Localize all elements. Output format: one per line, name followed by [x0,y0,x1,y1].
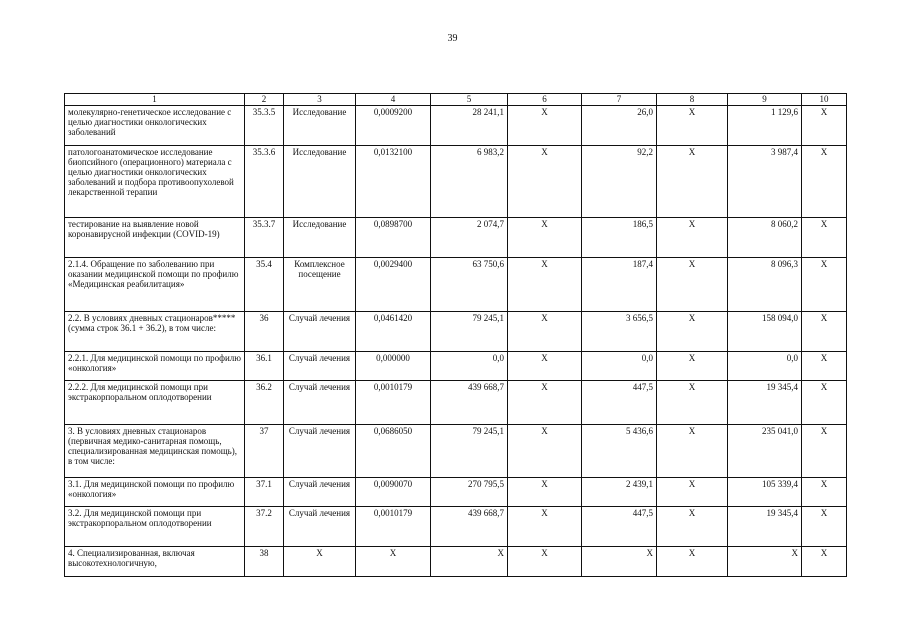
row-x-6: X [508,146,582,218]
row-x-6: X [508,547,582,577]
row-value-7: 0,0 [582,352,657,381]
table-row [65,106,847,146]
row-code: 37.2 [245,507,284,547]
row-value-7: 92,2 [582,146,657,218]
row-description: 3. В условиях дневных стационаров (первичная медико-санитарная помощь, специализированная медицинская помощь), в том числе: [65,425,245,478]
row-x-8: X [657,381,728,425]
row-norm: 0,0898700 [356,218,431,258]
row-value-7: X [582,547,657,577]
row-norm: 0,0461420 [356,312,431,352]
row-norm: 0,0090070 [356,478,431,507]
row-norm: 0,0029400 [356,258,431,312]
row-x-10: X [802,106,847,146]
row-x-8: X [657,258,728,312]
column-header: 5 [431,94,508,106]
row-norm: 0,0686050 [356,425,431,478]
row-unit: Случай лечения [284,478,356,507]
column-header: 1 [65,94,245,106]
table-row [65,425,847,478]
row-value-9: 3 987,4 [728,146,802,218]
table-row [65,478,847,507]
row-cost: 439 668,7 [431,381,508,425]
row-value-7: 447,5 [582,507,657,547]
row-description: 2.2. В условиях дневных стационаров***** (сумма строк 36.1 + 36.2), в том числе: [65,312,245,352]
row-unit: X [284,547,356,577]
row-norm: X [356,547,431,577]
row-unit: Случай лечения [284,507,356,547]
row-description: тестирование на выявление новой коронавирусной инфекции (COVID-19) [65,218,245,258]
row-value-9: 19 345,4 [728,507,802,547]
row-code: 36.1 [245,352,284,381]
row-unit: Случай лечения [284,312,356,352]
column-header: 9 [728,94,802,106]
row-cost: 79 245,1 [431,425,508,478]
table-row [65,547,847,577]
row-value-9: 105 339,4 [728,478,802,507]
row-cost: 0,0 [431,352,508,381]
row-x-8: X [657,312,728,352]
row-cost: X [431,547,508,577]
column-header: 3 [284,94,356,106]
row-x-8: X [657,478,728,507]
table-row [65,352,847,381]
row-x-6: X [508,381,582,425]
row-cost: 2 074,7 [431,218,508,258]
row-x-8: X [657,218,728,258]
row-code: 35.3.7 [245,218,284,258]
row-cost: 270 795,5 [431,478,508,507]
row-description: 4. Специализированная, включая высокотехнологичную, [65,547,245,577]
row-x-8: X [657,507,728,547]
row-value-7: 186,5 [582,218,657,258]
row-value-7: 447,5 [582,381,657,425]
row-cost: 79 245,1 [431,312,508,352]
row-norm: 0,0009200 [356,106,431,146]
row-description: 2.2.1. Для медицинской помощи по профилю «онкология» [65,352,245,381]
row-x-8: X [657,352,728,381]
row-x-6: X [508,425,582,478]
row-x-6: X [508,507,582,547]
row-norm: 0,000000 [356,352,431,381]
row-unit: Исследование [284,146,356,218]
column-header: 8 [657,94,728,106]
row-x-6: X [508,218,582,258]
row-x-10: X [802,146,847,218]
table-row [65,507,847,547]
row-x-8: X [657,425,728,478]
row-norm: 0,0010179 [356,381,431,425]
page-number: 39 [447,33,458,44]
table-row [65,218,847,258]
row-x-10: X [802,312,847,352]
row-value-9: 8 060,2 [728,218,802,258]
row-value-9: 235 041,0 [728,425,802,478]
row-value-7: 5 436,6 [582,425,657,478]
row-description: 3.2. Для медицинской помощи при экстракорпоральном оплодотворении [65,507,245,547]
row-code: 36.2 [245,381,284,425]
row-norm: 0,0132100 [356,146,431,218]
column-header: 6 [508,94,582,106]
row-unit: Исследование [284,218,356,258]
table-row [65,381,847,425]
row-x-6: X [508,352,582,381]
row-unit: Случай лечения [284,381,356,425]
row-x-10: X [802,425,847,478]
row-x-10: X [802,547,847,577]
row-x-10: X [802,381,847,425]
row-x-10: X [802,258,847,312]
row-value-9: 158 094,0 [728,312,802,352]
row-value-9: 19 345,4 [728,381,802,425]
row-x-6: X [508,106,582,146]
row-description: патологоанатомическое исследование биопсийного (операционного) материала с целью диагностики онкологических заболеваний и подбора противоопухолевой лекарственной терапии [65,146,245,218]
row-unit: Комплексное посещение [284,258,356,312]
row-code: 35.3.6 [245,146,284,218]
column-header: 7 [582,94,657,106]
row-code: 37 [245,425,284,478]
row-code: 35.3.5 [245,106,284,146]
row-code: 37.1 [245,478,284,507]
row-unit: Случай лечения [284,352,356,381]
row-x-8: X [657,106,728,146]
row-value-7: 2 439,1 [582,478,657,507]
row-cost: 28 241,1 [431,106,508,146]
column-header: 4 [356,94,431,106]
row-cost: 439 668,7 [431,507,508,547]
row-norm: 0,0010179 [356,507,431,547]
row-description: 3.1. Для медицинской помощи по профилю «онкология» [65,478,245,507]
row-code: 38 [245,547,284,577]
row-value-7: 26,0 [582,106,657,146]
table-row [65,146,847,218]
column-header: 10 [802,94,847,106]
row-value-7: 187,4 [582,258,657,312]
row-x-6: X [508,258,582,312]
row-x-6: X [508,478,582,507]
row-unit: Исследование [284,106,356,146]
row-value-9: 1 129,6 [728,106,802,146]
table-row [65,258,847,312]
row-cost: 6 983,2 [431,146,508,218]
table-row [65,312,847,352]
row-x-8: X [657,547,728,577]
row-description: молекулярно-генетическое исследование с целью диагностики онкологических заболеваний [65,106,245,146]
row-description: 2.2.2. Для медицинской помощи при экстракорпоральном оплодотворении [65,381,245,425]
row-value-9: 8 096,3 [728,258,802,312]
row-x-10: X [802,478,847,507]
row-description: 2.1.4. Обращение по заболеванию при оказании медицинской помощи по профилю «Медицинская реабилитация» [65,258,245,312]
row-value-7: 3 656,5 [582,312,657,352]
row-value-9: 0,0 [728,352,802,381]
header-row [65,94,847,106]
data-table [64,93,847,577]
row-unit: Случай лечения [284,425,356,478]
row-x-10: X [802,218,847,258]
row-code: 36 [245,312,284,352]
row-cost: 63 750,6 [431,258,508,312]
row-x-6: X [508,312,582,352]
row-x-8: X [657,146,728,218]
column-header: 2 [245,94,284,106]
row-x-10: X [802,507,847,547]
row-value-9: X [728,547,802,577]
row-x-10: X [802,352,847,381]
row-code: 35.4 [245,258,284,312]
